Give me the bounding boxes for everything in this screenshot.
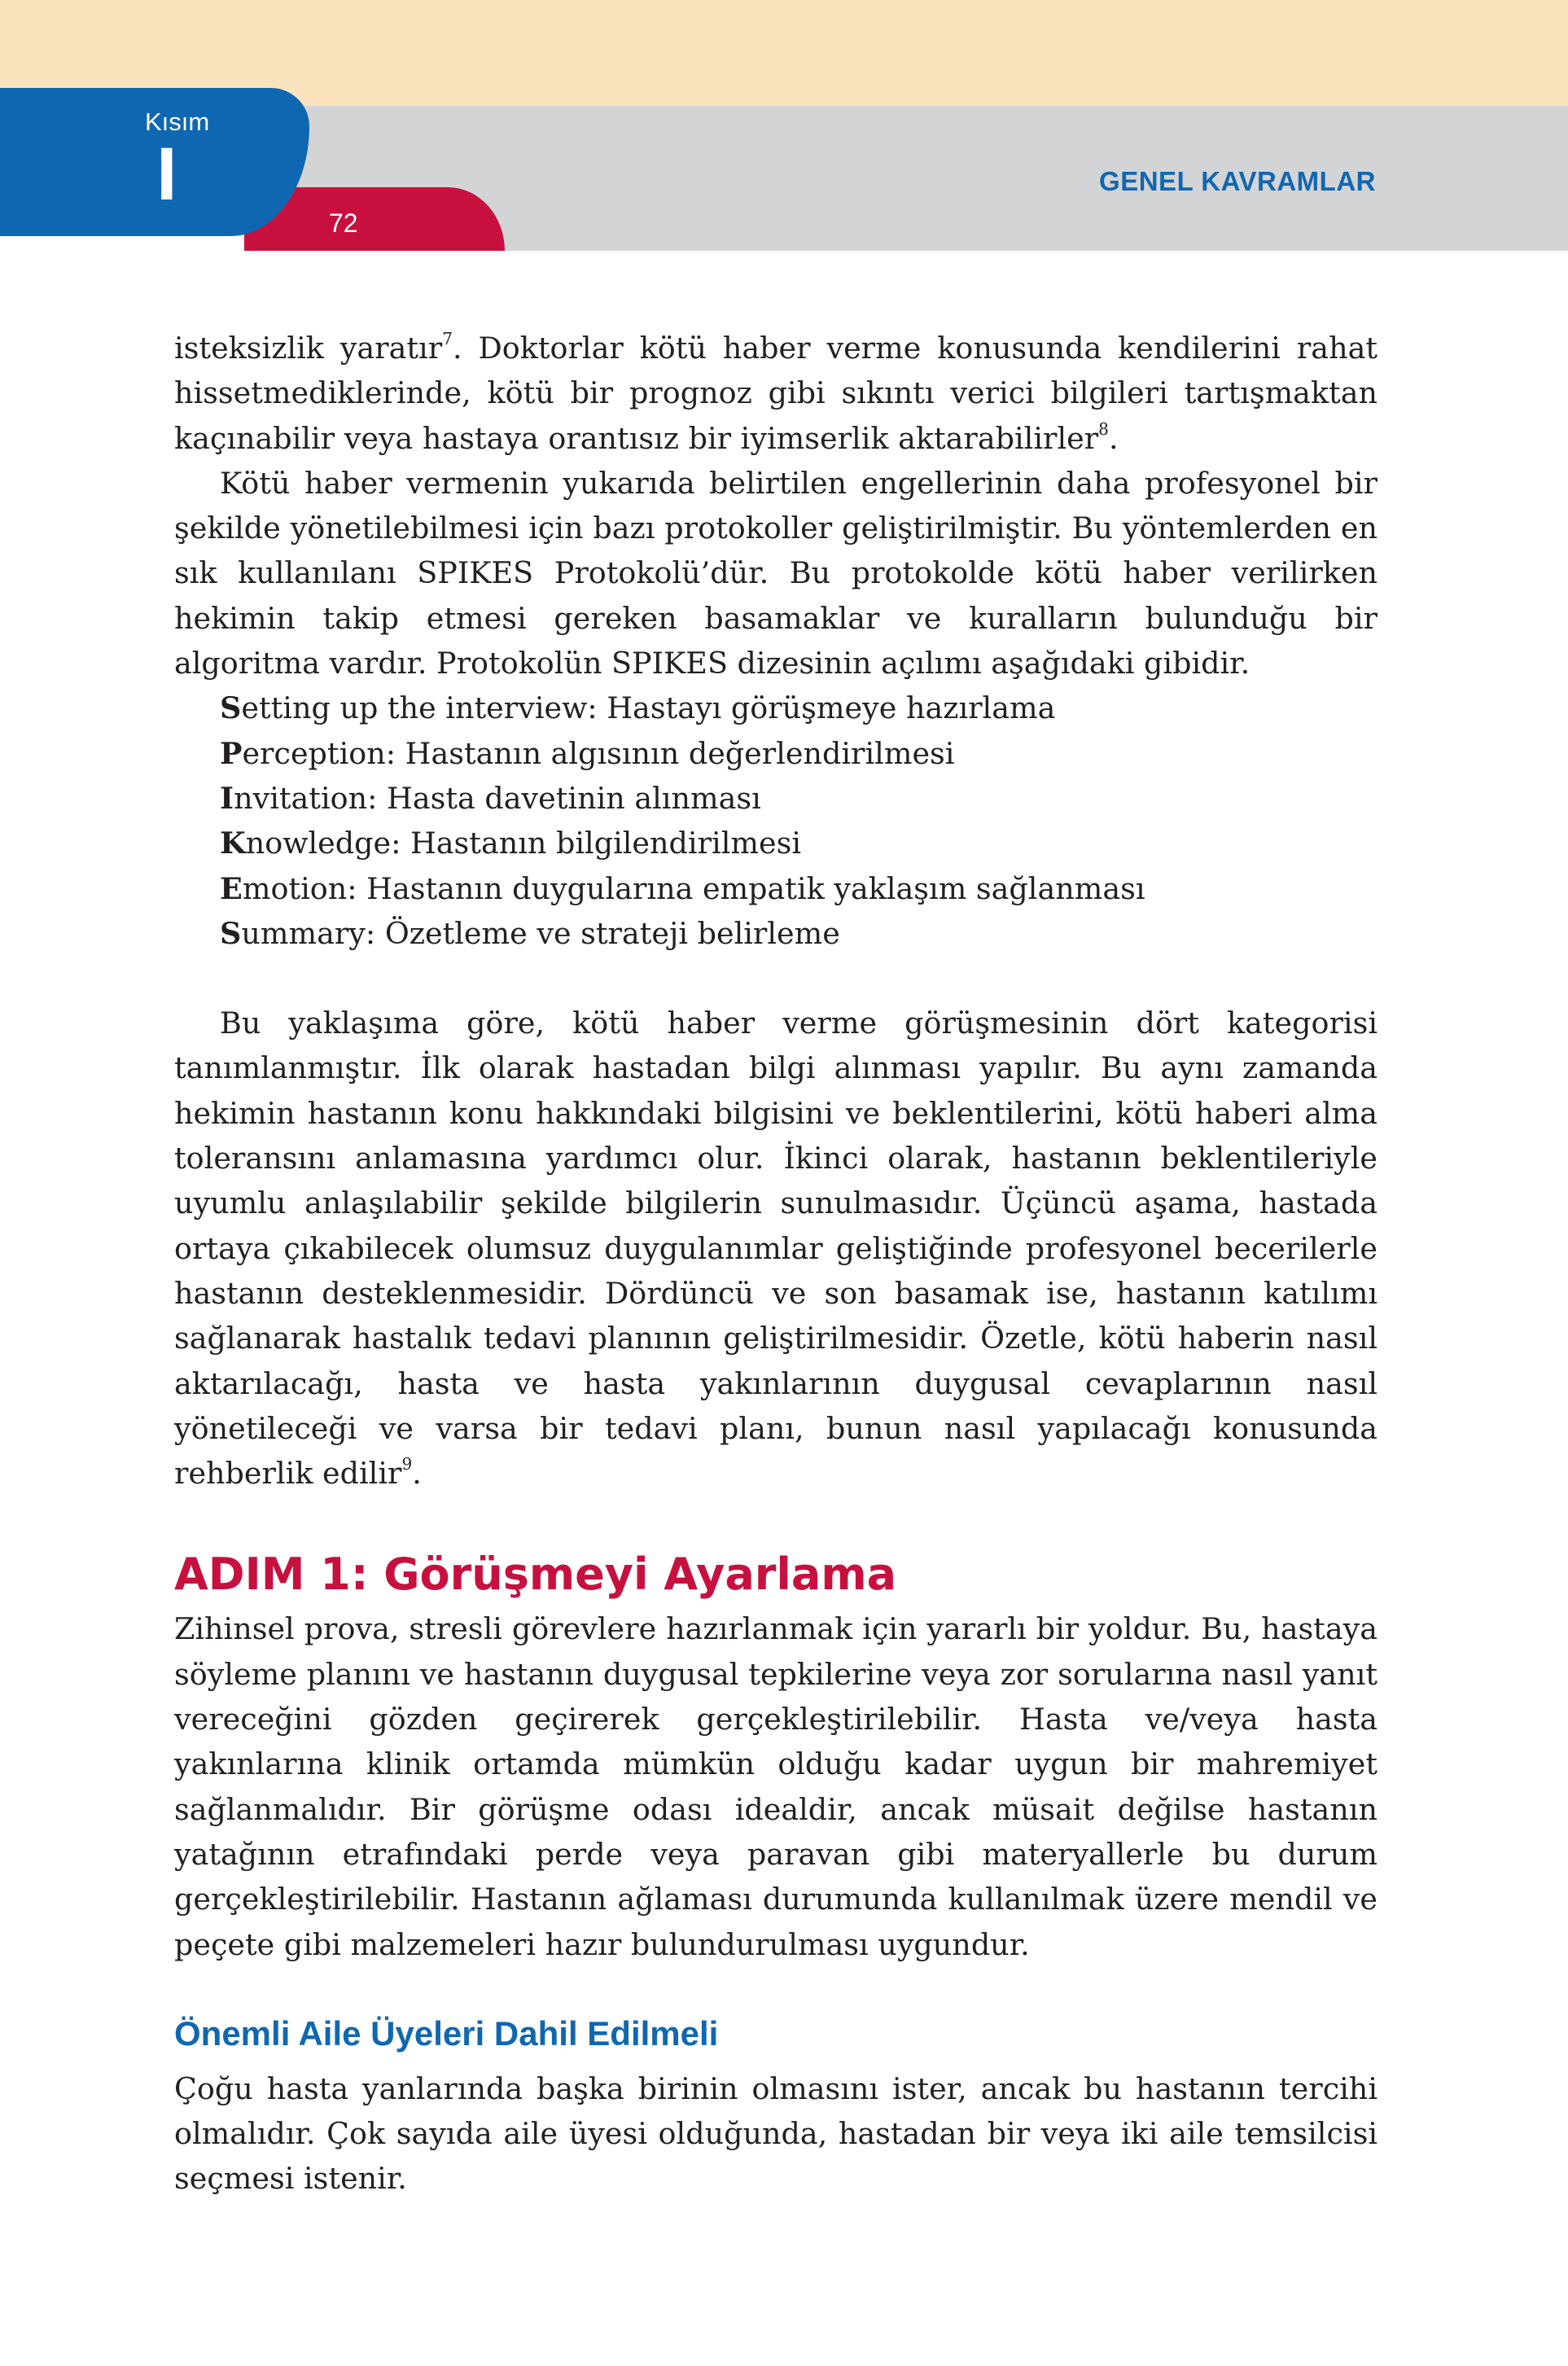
paragraph-1-end: . bbox=[1108, 420, 1119, 456]
spikes-list bbox=[174, 686, 1377, 956]
paragraph-5: Çoğu hasta yanlarında başka birinin olmasını ister, ancak bu hastanın tercihi olmalıdır. Çok sayıda aile üyesi olduğunda, hastadan bir veya iki aile temsilcisi seçmesi istenir. bbox=[174, 2070, 1377, 2197]
spikes-text: erception: Hastanın algısının değerlendirilmesi bbox=[242, 735, 955, 771]
page-number: 72 bbox=[329, 208, 358, 238]
footnote-ref-9: 9 bbox=[401, 1454, 413, 1474]
spikes-letter: I bbox=[220, 780, 234, 816]
paragraph-3-text: Bu yaklaşıma göre, kötü haber verme görüşmesinin dört kategorisi tanımlanmıştır. İlk olarak hastadan bilgi alınması yapılır. Bu aynı zamanda hekimin hastanın konu hakkındaki bilgisini ve beklentilerini, kötü haberi alma toleransını anlamasına yardımcı olur. İkinci olarak, hastanın beklentileriyle uyumlu anlaşılabilir şekilde bilgilerin sunulmasıdır. Üçüncü aşama, hastada ortaya çıkabilecek olumsuz duygulanımlar geliştiğinde profesyonel becerilerle hastanın desteklenmesidir. Dördüncü ve son basamak ise, hastanın katılımı sağlanarak hastalık tedavi planının geliştirilmesidir. Özetle, kötü haberin nasıl aktarılacağı, hasta ve hasta yakınlarının duygusal cevaplarının nasıl yönetileceği ve varsa bir tedavi planı, bunun nasıl yapılacağı konusunda rehberlik edilir bbox=[174, 1006, 1377, 1492]
footnote-ref-7: 7 bbox=[442, 328, 453, 348]
page-content bbox=[174, 326, 1377, 2202]
spikes-item-s2 bbox=[220, 911, 1377, 956]
paragraph-1-text: isteksizlik yaratır bbox=[174, 331, 443, 366]
spikes-text: motion: Hastanın duygularına empatik yaklaşım sağlanması bbox=[242, 870, 1145, 906]
paragraph-2: Kötü haber vermenin yukarıda belirtilen engellerinin daha profesyonel bir şekilde yönetilebilmesi için bazı protokoller geliştirilmiştir. Bu yöntemlerden en sık kullanılanı SPIKES Protokolü’dür. Bu protokolde kötü haber verilirken hekimin takip etmesi gereken basamaklar ve kuralların bulunduğu bir algoritma vardır. Protokolün SPIKES dizesinin açılımı aşağıdaki gibidir. bbox=[174, 465, 1377, 681]
spikes-item-s bbox=[220, 686, 1377, 730]
spikes-text: nowledge: Hastanın bilgilendirilmesi bbox=[245, 826, 801, 861]
spikes-letter: K bbox=[220, 826, 246, 861]
paragraph-3 bbox=[174, 1001, 1377, 1496]
paragraph-3-end: . bbox=[412, 1456, 422, 1492]
part-label: Kısım bbox=[145, 107, 210, 136]
spikes-item-i bbox=[220, 776, 1377, 821]
spikes-letter: S bbox=[220, 915, 242, 951]
spikes-letter: E bbox=[220, 870, 243, 906]
spikes-text: nvitation: Hasta davetinin alınması bbox=[234, 780, 761, 816]
section-heading: ADIM 1: Görüşmeyi Ayarlama bbox=[174, 1549, 897, 1601]
spikes-letter: S bbox=[220, 690, 242, 726]
paragraph-1 bbox=[174, 326, 1377, 461]
spikes-item-e bbox=[220, 866, 1377, 911]
paragraph-1-text-2: . Doktorlar kötü haber verme konusunda kendilerini rahat hissetmediklerinde, kötü bir prognoz gibi sıkıntı verici bilgileri tartışmaktan kaçınabilir veya hastaya orantısız bir iyimserlik aktarabilirler bbox=[174, 331, 1378, 456]
spikes-item-k bbox=[220, 821, 1377, 865]
paragraph-4: Zihinsel prova, stresli görevlere hazırlanmak için yararlı bir yoldur. Bu, hastaya söyleme planını ve hastanın duygusal tepkilerine veya zor sorularına nasıl yanıt vereceğini gözden geçirerek gerçekleştirilebilir. Hasta ve/veya hasta yakınlarına klinik ortamda mümkün olduğu kadar uygun bir mahremiyet sağlanmalıdır. Bir görüşme odası idealdir, ancak müsait değilse hastanın yatağının etrafındaki perde veya paravan gibi materyallerle bu durum gerçekleştirilebilir. Hastanın ağlaması durumunda kullanılmak üzere mendil ve peçete gibi malzemeleri hazır bulundurulması uygundur. bbox=[174, 1611, 1377, 1962]
running-head: GENEL KAVRAMLAR bbox=[1099, 166, 1376, 196]
part-number: I bbox=[156, 133, 177, 216]
subsection-heading: Önemli Aile Üyeleri Dahil Edilmeli bbox=[174, 2013, 719, 2053]
spikes-text: ummary: Özetleme ve strateji belirleme bbox=[241, 915, 840, 951]
spikes-item-p bbox=[220, 731, 1377, 776]
paragraph-gap bbox=[174, 956, 1377, 1001]
spikes-letter: P bbox=[220, 735, 243, 771]
spikes-text: etting up the interview: Hastayı görüşmeye hazırlama bbox=[241, 690, 1056, 726]
footnote-ref-8: 8 bbox=[1098, 418, 1109, 439]
